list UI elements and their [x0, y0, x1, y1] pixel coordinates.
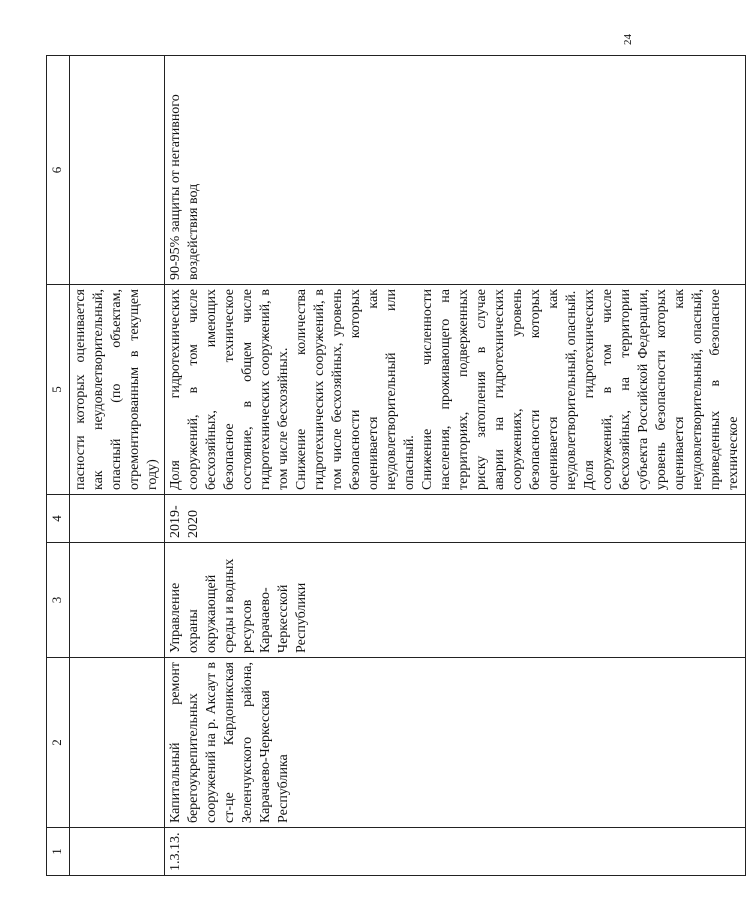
period: 2019-2020 — [165, 495, 746, 543]
document-sheet — [46, 56, 741, 876]
header-col-6: 6 — [47, 56, 70, 285]
page-number: 24 — [622, 34, 634, 45]
indicator-2: Снижение количества гидротехнических сооружений, в том числе бесхозяйных, уровень безопасности которых оценивается как неудовлетворительный или опасный. — [294, 289, 417, 490]
table-row — [165, 56, 746, 876]
cell-empty — [70, 828, 165, 876]
indicator-4: Доля гидротехнических сооружений, в том числе бесхозяйных, на территории субъекта Российской Федерации, уровень безопасности которых оценивается как неудовлетворительный, опасный, приведенных в безопасное техническое — [582, 289, 741, 490]
effect: 90-95% защиты от негативного воздействия вод — [165, 56, 746, 285]
cell-empty — [70, 495, 165, 543]
executor: Управление охраны окружающей среды и водных ресурсов Карачаево-Черкесской Республики — [165, 543, 746, 658]
cell-empty — [70, 56, 165, 285]
header-col-5: 5 — [47, 285, 70, 495]
row-number: 1.3.13. — [165, 828, 746, 876]
header-col-3: 3 — [47, 543, 70, 658]
indicator-1: Доля гидротехнических сооружений, в том числе бесхозяйных, имеющих безопасное техническое состояние, в общем числе гидротехнических сооружений, в том числе бесхозяйных. — [168, 289, 291, 490]
indicators — [165, 285, 746, 495]
header-col-2: 2 — [47, 658, 70, 828]
cell-empty — [70, 543, 165, 658]
header-col-4: 4 — [47, 495, 70, 543]
header-row — [47, 56, 70, 876]
continuation-row — [70, 56, 165, 876]
cell-empty — [70, 658, 165, 828]
header-col-1: 1 — [47, 828, 70, 876]
measures-table — [46, 55, 746, 876]
continuation-indicator-text: пасности которых оценивается как неудовлетворительный, опасный (по объектам, отремонтированным в текущем году) — [70, 285, 165, 495]
indicator-3: Снижение численности населения, проживающего на территориях, подверженных риску затопления в случае аварии на гидротехнических сооружениях, уровень безопасности которых оценивается как неудовлетворительный, опасный. — [420, 289, 579, 490]
object-description: Капитальный ремонт берегоукрепительных сооружений на р. Аксаут в ст-це Кардоникская Зеленчукского района, Карачаево-Черкесская Республика — [165, 658, 746, 828]
